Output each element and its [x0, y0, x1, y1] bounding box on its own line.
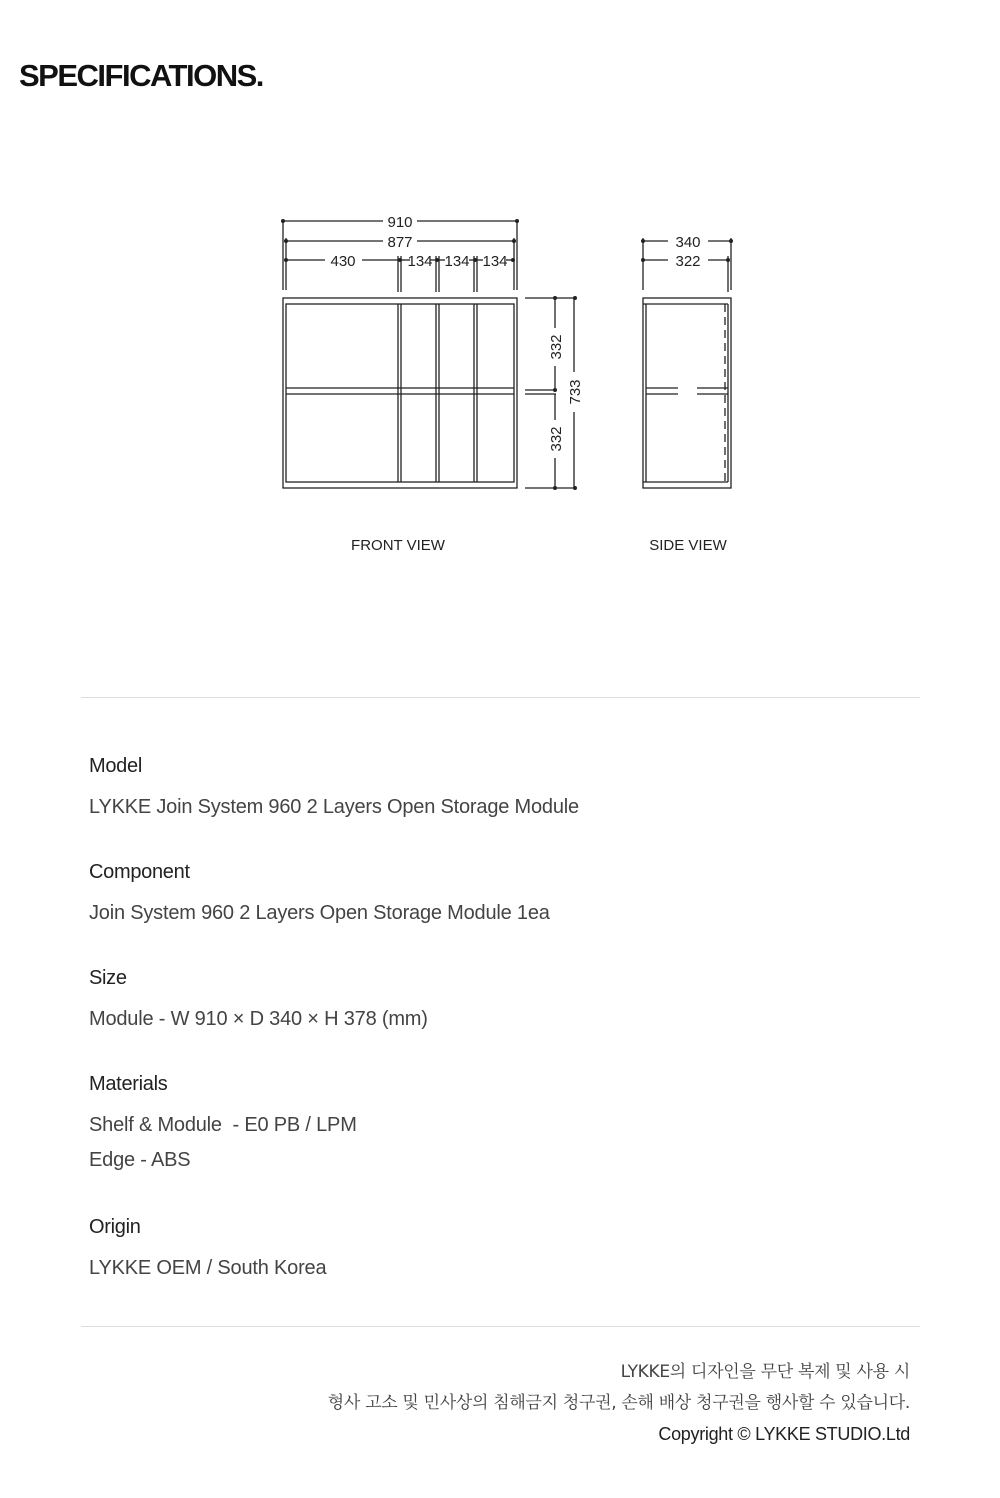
- dim-front-height-lower: 332: [548, 426, 565, 452]
- spec-label: Size: [89, 967, 127, 989]
- spec-origin: [89, 1216, 326, 1286]
- dim-front-width-inner: 877: [387, 234, 413, 251]
- page-title: SPECIFICATIONS.: [19, 58, 263, 93]
- dim-front-section-narrow-2: 134: [444, 253, 470, 270]
- spec-value: Shelf & Module - E0 PB / LPM: [89, 1114, 357, 1136]
- spec-value: Edge - ABS: [89, 1149, 191, 1171]
- dim-front-section-narrow-3: 134: [482, 253, 508, 270]
- spec-label: Materials: [89, 1073, 168, 1095]
- dim-side-depth-total: 340: [675, 234, 701, 251]
- spec-label: Origin: [89, 1216, 141, 1238]
- front-view-cabinet: [283, 298, 517, 488]
- divider-bottom: [81, 1326, 920, 1327]
- spec-materials: [89, 1073, 357, 1178]
- dim-front-height-upper: 332: [548, 334, 565, 360]
- footer-line-1: LYKKE의 디자인을 무단 복제 및 사용 시: [620, 1362, 910, 1382]
- dim-front-section-narrow-1: 134: [407, 253, 433, 270]
- front-view-label: FRONT VIEW: [351, 537, 445, 554]
- spec-component: [89, 861, 550, 931]
- technical-drawing: [0, 200, 1000, 570]
- dim-front-height-total: 733: [567, 379, 584, 405]
- spec-value: LYKKE Join System 960 2 Layers Open Storage Module: [89, 796, 579, 818]
- divider-top: [81, 697, 920, 698]
- spec-model: [89, 755, 579, 825]
- dim-front-section-wide: 430: [330, 253, 356, 270]
- side-view-label: SIDE VIEW: [649, 537, 727, 554]
- spec-size: [89, 967, 428, 1037]
- spec-value: LYKKE OEM / South Korea: [89, 1257, 327, 1279]
- spec-label: Model: [89, 755, 142, 777]
- spec-value: Module - W 910 × D 340 × H 378 (mm): [89, 1008, 428, 1030]
- footer-notice: [328, 1357, 910, 1450]
- dim-front-width-total: 910: [387, 214, 413, 231]
- spec-label: Component: [89, 861, 190, 883]
- side-view-cabinet: [643, 298, 731, 488]
- copyright-text: Copyright © LYKKE STUDIO.Ltd: [658, 1424, 910, 1444]
- dim-side-depth-inner: 322: [675, 253, 701, 270]
- footer-line-2: 형사 고소 및 민사상의 침해금지 청구권, 손해 배상 청구권을 행사할 수 있습니다.: [327, 1393, 910, 1413]
- spec-value: Join System 960 2 Layers Open Storage Module 1ea: [89, 902, 550, 924]
